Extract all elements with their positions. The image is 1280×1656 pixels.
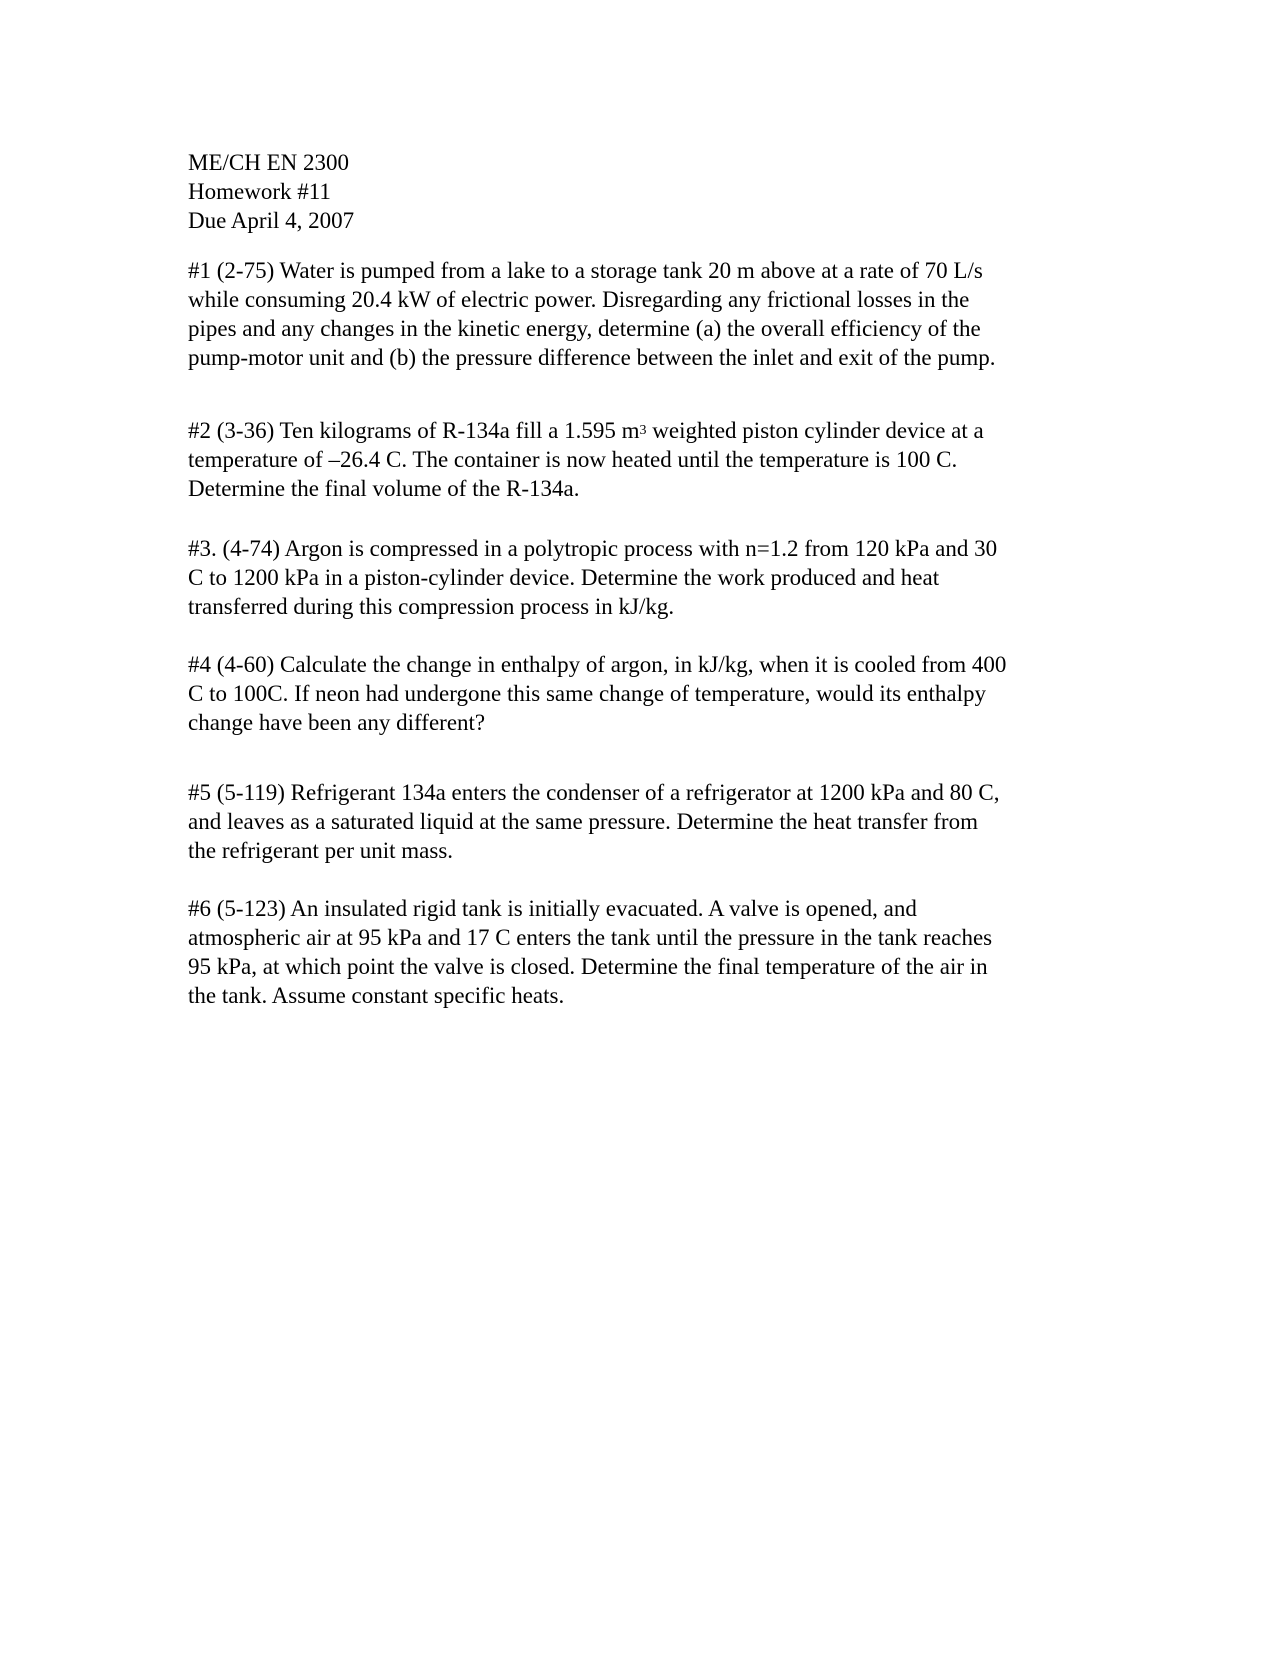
problem-4 xyxy=(188,650,1088,737)
problem-line: Determine the final volume of the R-134a. xyxy=(188,476,580,501)
problem-line: while consuming 20.4 kW of electric power. Disregarding any frictional losses in the xyxy=(188,287,970,312)
problem-line: pipes and any changes in the kinetic energy, determine (a) the overall efficiency of the xyxy=(188,316,981,341)
problem-line xyxy=(188,416,1088,445)
problem-line: temperature of –26.4 C. The container is now heated until the temperature is 100 C. xyxy=(188,447,958,472)
problem-text: #2 (3-36) Ten kilograms of R-134a fill a 1.595 m xyxy=(188,418,640,443)
course-code: ME/CH EN 2300 xyxy=(188,150,349,175)
problem-text: weighted piston cylinder device at a xyxy=(646,418,984,443)
problem-5 xyxy=(188,778,1088,865)
problem-6 xyxy=(188,894,1088,1010)
problem-1 xyxy=(188,256,1088,372)
problem-line: and leaves as a saturated liquid at the same pressure. Determine the heat transfer from xyxy=(188,809,978,834)
problem-2 xyxy=(188,416,1088,503)
problem-line: C to 100C. If neon had undergone this same change of temperature, would its enthalpy xyxy=(188,681,986,706)
problem-line: #6 (5-123) An insulated rigid tank is initially evacuated. A valve is opened, and xyxy=(188,896,917,921)
due-date: Due April 4, 2007 xyxy=(188,208,355,233)
problem-3 xyxy=(188,534,1088,621)
problem-line: #3. (4-74) Argon is compressed in a polytropic process with n=1.2 from 120 kPa and 30 xyxy=(188,536,998,561)
problem-line: pump-motor unit and (b) the pressure difference between the inlet and exit of the pump. xyxy=(188,345,996,370)
problem-line: transferred during this compression process in kJ/kg. xyxy=(188,594,675,619)
problem-line: #4 (4-60) Calculate the change in enthalpy of argon, in kJ/kg, when it is cooled from 400 xyxy=(188,652,1007,677)
problem-line: atmospheric air at 95 kPa and 17 C enters the tank until the pressure in the tank reaches xyxy=(188,925,993,950)
document-header xyxy=(188,148,354,235)
superscript-exponent: 3 xyxy=(639,423,647,438)
problem-line: change have been any different? xyxy=(188,710,486,735)
problem-line: #5 (5-119) Refrigerant 134a enters the condenser of a refrigerator at 1200 kPa and 80 C, xyxy=(188,780,1000,805)
problem-line: 95 kPa, at which point the valve is closed. Determine the final temperature of the air in xyxy=(188,954,988,979)
problem-line: the refrigerant per unit mass. xyxy=(188,838,454,863)
problem-line: C to 1200 kPa in a piston-cylinder device. Determine the work produced and heat xyxy=(188,565,940,590)
assignment-title: Homework #11 xyxy=(188,179,331,204)
problem-line: the tank. Assume constant specific heats. xyxy=(188,983,565,1008)
problem-line: #1 (2-75) Water is pumped from a lake to a storage tank 20 m above at a rate of 70 L/s xyxy=(188,258,983,283)
